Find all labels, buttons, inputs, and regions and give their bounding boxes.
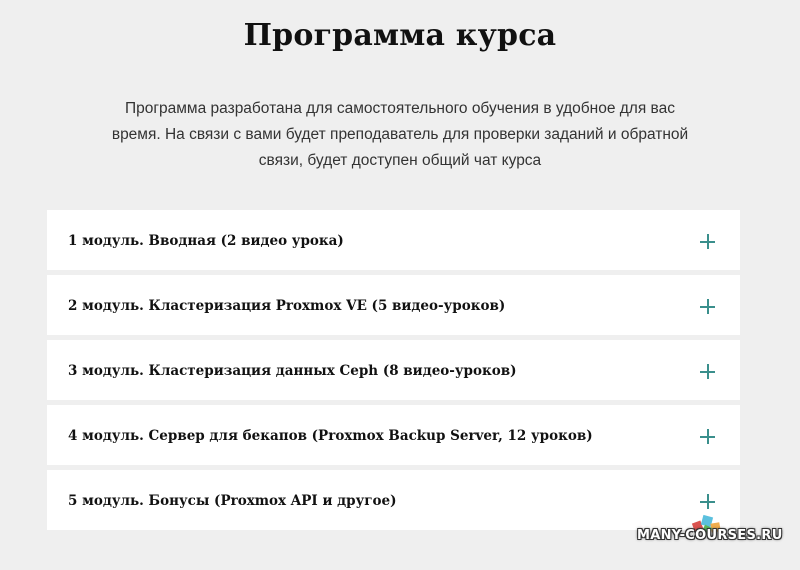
accordion-item-module-1[interactable]	[47, 210, 740, 270]
course-description: Программа разработана для самостоятельного обучения в удобное для вас время. На связи с вами будет преподаватель для проверки заданий и обратной связи, будет доступен общий чат курса	[111, 100, 689, 169]
accordion-item-module-2[interactable]	[47, 275, 740, 335]
plus-icon[interactable]	[700, 364, 715, 379]
accordion-item-module-3[interactable]	[47, 340, 740, 400]
module-label: 4 модуль. Сервер для бекапов (Proxmox Backup Server, 12 уроков)	[68, 428, 593, 444]
page-title: Программа курса	[243, 18, 557, 53]
module-label: 2 модуль. Кластеризация Proxmox VE (5 видео-уроков)	[68, 298, 506, 314]
watermark	[637, 528, 797, 548]
watermark-text: MANY-COURSES.RU	[637, 528, 783, 543]
module-label: 5 модуль. Бонусы (Proxmox API и другое)	[68, 493, 397, 509]
accordion-item-module-5[interactable]	[47, 470, 740, 530]
module-label: 1 модуль. Вводная (2 видео урока)	[68, 233, 344, 249]
accordion-item-module-4[interactable]	[47, 405, 740, 465]
module-accordion	[47, 210, 740, 535]
module-label: 3 модуль. Кластеризация данных Ceph (8 видео-уроков)	[68, 363, 517, 379]
plus-icon[interactable]	[700, 299, 715, 314]
plus-icon[interactable]	[700, 429, 715, 444]
plus-icon[interactable]	[700, 494, 715, 509]
plus-icon[interactable]	[700, 234, 715, 249]
